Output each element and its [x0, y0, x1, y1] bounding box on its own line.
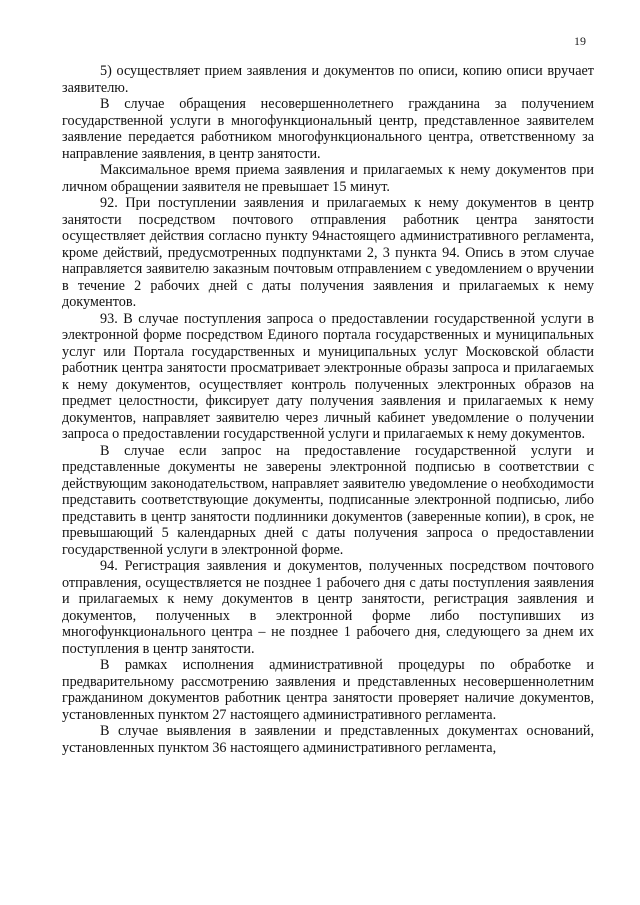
paragraph: 5) осуществляет прием заявления и документов по описи, копию описи вручает заявителю. — [62, 63, 594, 96]
document-body — [62, 63, 594, 756]
paragraph: Максимальное время приема заявления и прилагаемых к нему документов при личном обращении заявителя не превышает 15 минут. — [62, 162, 594, 195]
paragraph: 93. В случае поступления запроса о предоставлении государственной услуги в электронной форме посредством Единого портала государственных и муниципальных услуг или Портала государственных и муниципальных услуг Московской области работник центра занятости просматривает электронные образы запроса и прилагаемых к нему документов, осуществляет контроль полученных электронных образов на предмет целостности, фиксирует дату получения заявления и прилагаемых к нему документов, направляет заявителю через личный кабинет уведомление о получении запроса о предоставлении государственной услуги и прилагаемых к нему документов. — [62, 310, 594, 442]
paragraph: В случае обращения несовершеннолетнего гражданина за получением государственной услуги в многофункциональный центр, представленное заявителем заявление передается работником многофункционального центра, ответственному за направление заявления, в центр занятости. — [62, 96, 594, 162]
page-number: 19 — [574, 34, 586, 48]
paragraph: 94. Регистрация заявления и документов, полученных посредством почтового отправления, осуществляется не позднее 1 рабочего дня с даты поступления заявления и прилагаемых к нему документов в центр занятости, регистрация заявления и документов, полученных в электронной форме либо поступивших из многофункционального центра – не позднее 1 рабочего дня, следующего за днем их поступления в центр занятости. — [62, 558, 594, 657]
paragraph: В случае выявления в заявлении и представленных документах оснований, установленных пунктом 36 настоящего административного регламента, — [62, 723, 594, 756]
paragraph: В рамках исполнения административной процедуры по обработке и предварительному рассмотрению заявления и представленных несовершеннолетним гражданином документов работник центра занятости проверяет наличие документов, установленных пунктом 27 настоящего административного регламента. — [62, 657, 594, 723]
paragraph: 92. При поступлении заявления и прилагаемых к нему документов в центр занятости посредством почтового отправления работник центра занятости осуществляет действия согласно пункту 94настоящего административного регламента, кроме действий, предусмотренных подпунктами 2, 3 пункта 94. Опись в этом случае направляется заявителю заказным почтовым отправлением с уведомлением о вручении в течение 2 рабочих дней с даты получения заявления и прилагаемых к нему документов. — [62, 195, 594, 310]
paragraph: В случае если запрос на предоставление государственной услуги и представленные документы не заверены электронной подписью в соответствии с действующим законодательством, направляет заявителю уведомление о необходимости представить соответствующие документы, подписанные электронной подписью, либо представить в центр занятости подлинники документов (заверенные копии), в срок, не превышающий 5 календарных дней с даты получения запроса о предоставлении государственной услуги в электронной форме. — [62, 442, 594, 558]
